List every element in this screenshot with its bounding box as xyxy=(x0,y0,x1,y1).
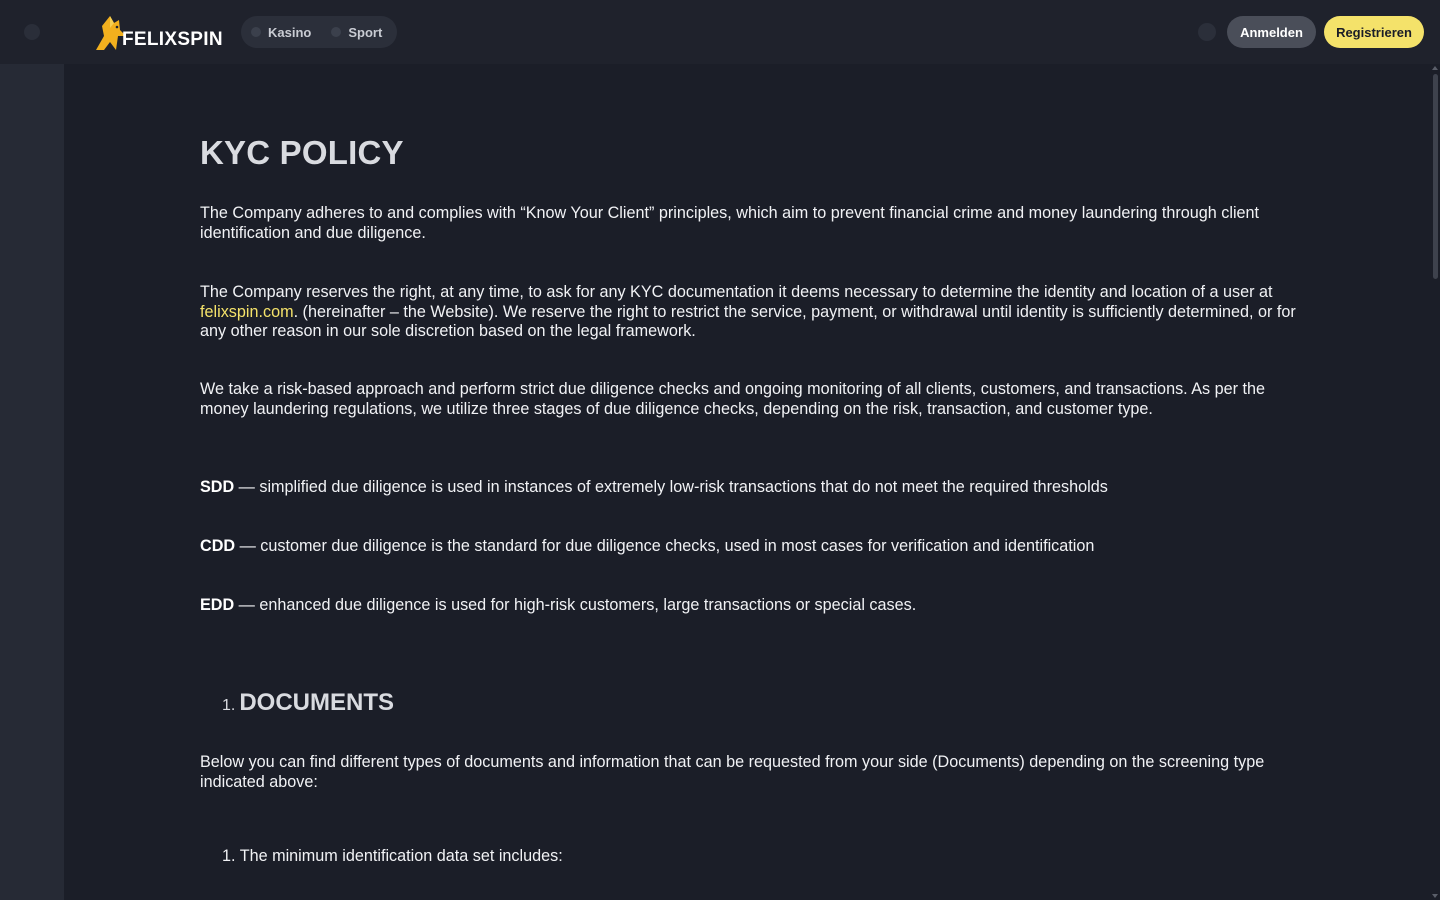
paragraph-intro: The Company adheres to and complies with “Know Your Client” principles, which aim to prevent financial crime and money laundering through client identification and due diligence. xyxy=(200,204,1260,242)
section-number: 1. xyxy=(222,697,236,714)
edd-description: — enhanced due diligence is used for high-risk customers, large transactions or special cases. xyxy=(234,596,917,614)
website-link[interactable]: felixspin.com xyxy=(200,302,294,321)
scroll-up-arrow-icon[interactable] xyxy=(1432,66,1438,70)
scroll-down-arrow-icon[interactable] xyxy=(1432,894,1438,898)
nav-sport-label: Sport xyxy=(348,24,383,40)
scrollbar-thumb[interactable] xyxy=(1433,74,1438,279)
cdd-description: — customer due diligence is the standard for due diligence checks, used in most cases for verification and identification xyxy=(235,537,1095,555)
section-title: DOCUMENTS xyxy=(239,689,395,716)
paragraph-documents-intro: Below you can find different types of documents and information that can be requested from your side (Documents) depending on the screening type indicated above: xyxy=(200,753,1265,791)
casino-icon xyxy=(251,27,261,37)
logo-text: FELIXSPIN xyxy=(122,29,223,50)
sport-icon xyxy=(331,27,341,37)
main-nav xyxy=(241,16,397,48)
nav-kasino[interactable] xyxy=(251,25,311,40)
page-title: KYC POLICY xyxy=(200,134,404,171)
paragraph-cdd xyxy=(200,537,1300,557)
paragraph-edd xyxy=(200,596,1300,616)
paragraph-rights xyxy=(200,283,1300,342)
paragraph-sdd xyxy=(200,478,1300,498)
search-icon[interactable] xyxy=(1198,23,1216,41)
vertical-scrollbar[interactable] xyxy=(1430,64,1440,900)
register-button[interactable]: Registrieren xyxy=(1324,16,1424,48)
paragraph-rights-part2: . (hereinafter – the Website). We reserve the right to restrict the service, payment, or withdrawal until identity is sufficiently determined, or for any other reason in our sole discretion based on the legal framework. xyxy=(200,302,1296,340)
cdd-term: CDD xyxy=(200,537,236,555)
main-content xyxy=(64,64,1430,900)
paragraph-rights-part1: The Company reserves the right, at any time, to ask for any KYC documentation it deems necessary to determine the identity and location of a user at xyxy=(200,283,1273,301)
felixspin-logo[interactable] xyxy=(96,10,223,52)
left-sidebar xyxy=(0,64,64,900)
top-header xyxy=(0,0,1440,64)
login-button[interactable]: Anmelden xyxy=(1227,16,1316,48)
section-documents-heading xyxy=(222,689,394,717)
nav-kasino-label: Kasino xyxy=(268,24,312,40)
edd-term: EDD xyxy=(200,596,235,614)
nav-sport[interactable] xyxy=(331,25,382,40)
menu-icon[interactable] xyxy=(24,24,40,40)
list-item: 1. The minimum identification data set includes: xyxy=(222,847,563,865)
sdd-description: — simplified due diligence is used in instances of extremely low-risk transactions that do not meet the required thresholds xyxy=(234,478,1108,496)
paragraph-risk-approach: We take a risk-based approach and perform strict due diligence checks and ongoing monitoring of all clients, customers, and transactions. As per the money laundering regulations, we utilize three stages of due diligence checks, depending on the risk, transaction, and customer type. xyxy=(200,380,1266,418)
sdd-term: SDD xyxy=(200,478,235,496)
